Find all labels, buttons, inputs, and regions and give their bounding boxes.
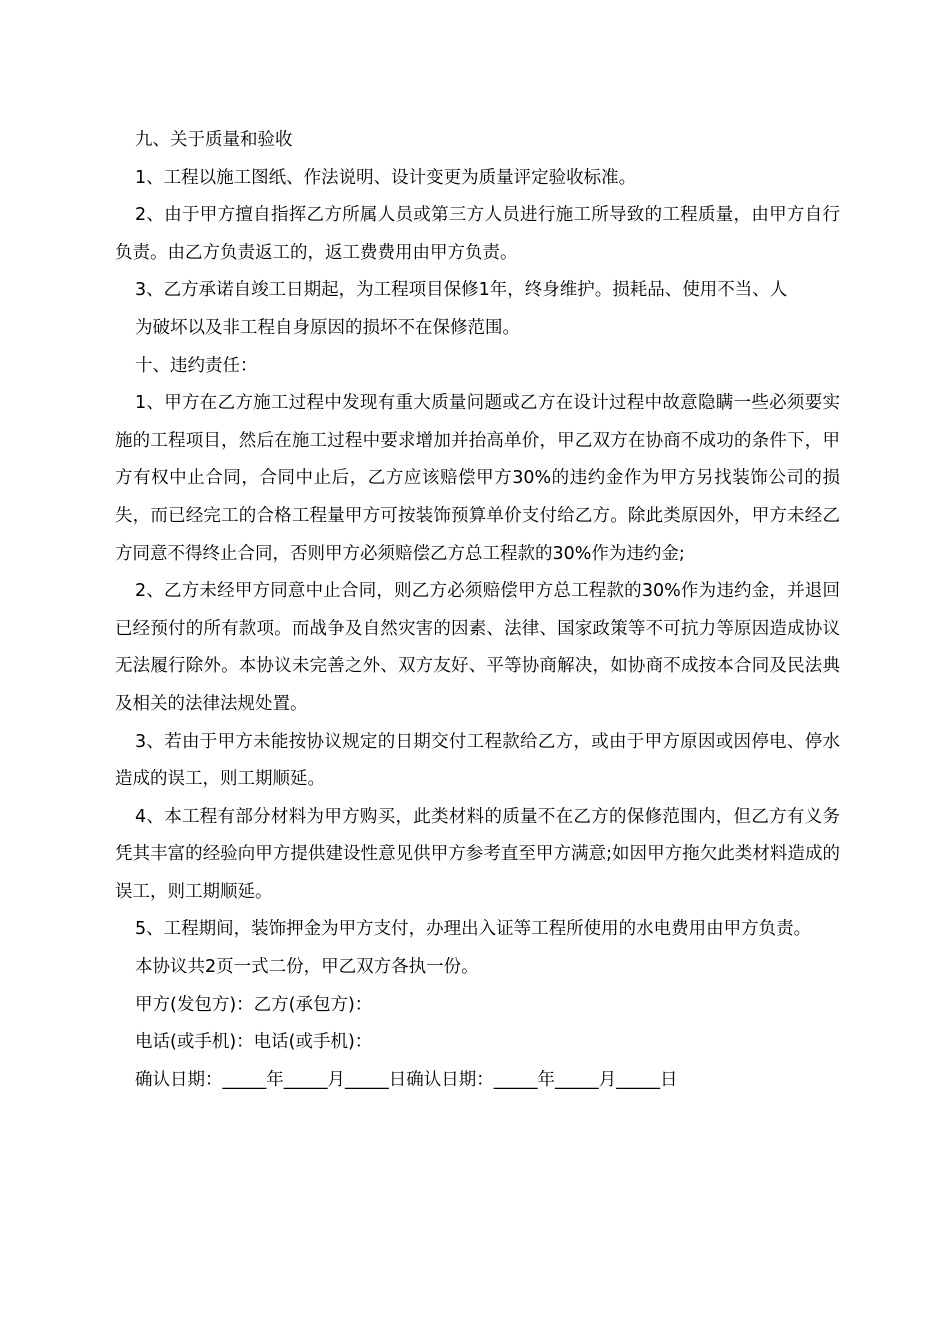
confirm-date-line: 确认日期：_____年_____月_____日确认日期：_____年_____月_____日 xyxy=(135,1069,678,1090)
liability-clause-1: 1、甲方在乙方施工过程中发现有重大质量问题或乙方在设计过程中故意隐瞒一些必须要实施的工程项目，然后在施工过程中要求增加并抬高单价，甲乙双方在协商不成功的条件下，甲方有权中止合同，合同中止后，乙方应该赔偿甲方30%的违约金作为甲方另找装饰公司的损失，而已经完工的合格工程量甲方可按装饰预算单价支付给乙方。除此类原因外，甲方未经乙方同意不得终止合同，否则甲方必须赔偿乙方总工程款的30%作为违约金; xyxy=(115,393,840,564)
copies-statement: 本协议共2页一式二份，甲乙双方各执一份。 xyxy=(135,957,479,978)
quality-clause-3: 3、乙方承诺自竣工日期起，为工程项目保修1年，终身维护。损耗品、使用不当、人 xyxy=(135,280,788,301)
quality-clause-2: 2、由于甲方擅自指挥乙方所属人员或第三方人员进行施工所导致的工程质量，由甲方自行负责。由乙方负责返工的，返工费费用由甲方负责。 xyxy=(115,205,840,263)
liability-clause-4: 4、本工程有部分材料为甲方购买，此类材料的质量不在乙方的保修范围内，但乙方有义务凭其丰富的经验向甲方提供建设性意见供甲方参考直至甲方满意;如因甲方拖欠此类材料造成的误工，则工期顺延。 xyxy=(115,806,840,902)
quality-clause-1: 1、工程以施工图纸、作法说明、设计变更为质量评定验收标准。 xyxy=(135,167,637,188)
quality-clause-3-continued: 为破坏以及非工程自身原因的损坏不在保修范围。 xyxy=(135,317,520,338)
party-line: 甲方(发包方)：乙方(承包方)： xyxy=(135,994,373,1015)
liability-clause-2: 2、乙方未经甲方同意中止合同，则乙方必须赔偿甲方总工程款的30%作为违约金，并退回已经预付的所有款项。而战争及自然灾害的因素、法律、国家政策等不可抗力等原因造成协议无法履行除外。本协议未完善之外、双方友好、平等协商解决，如协商不成按本合同及民法典及相关的法律法规处置。 xyxy=(115,581,840,714)
phone-line: 电话(或手机)：电话(或手机)： xyxy=(135,1032,373,1053)
section-heading-quality: 九、关于质量和验收 xyxy=(135,130,293,150)
liability-clause-3: 3、若由于甲方未能按协议规定的日期交付工程款给乙方，或由于甲方原因或因停电、停水造成的误工，则工期顺延。 xyxy=(115,731,840,790)
document-body xyxy=(115,122,840,1099)
section-heading-liability: 十、违约责任： xyxy=(135,355,258,376)
liability-clause-5: 5、工程期间，装饰押金为甲方支付，办理出入证等工程所使用的水电费用由甲方负责。 xyxy=(135,919,812,940)
